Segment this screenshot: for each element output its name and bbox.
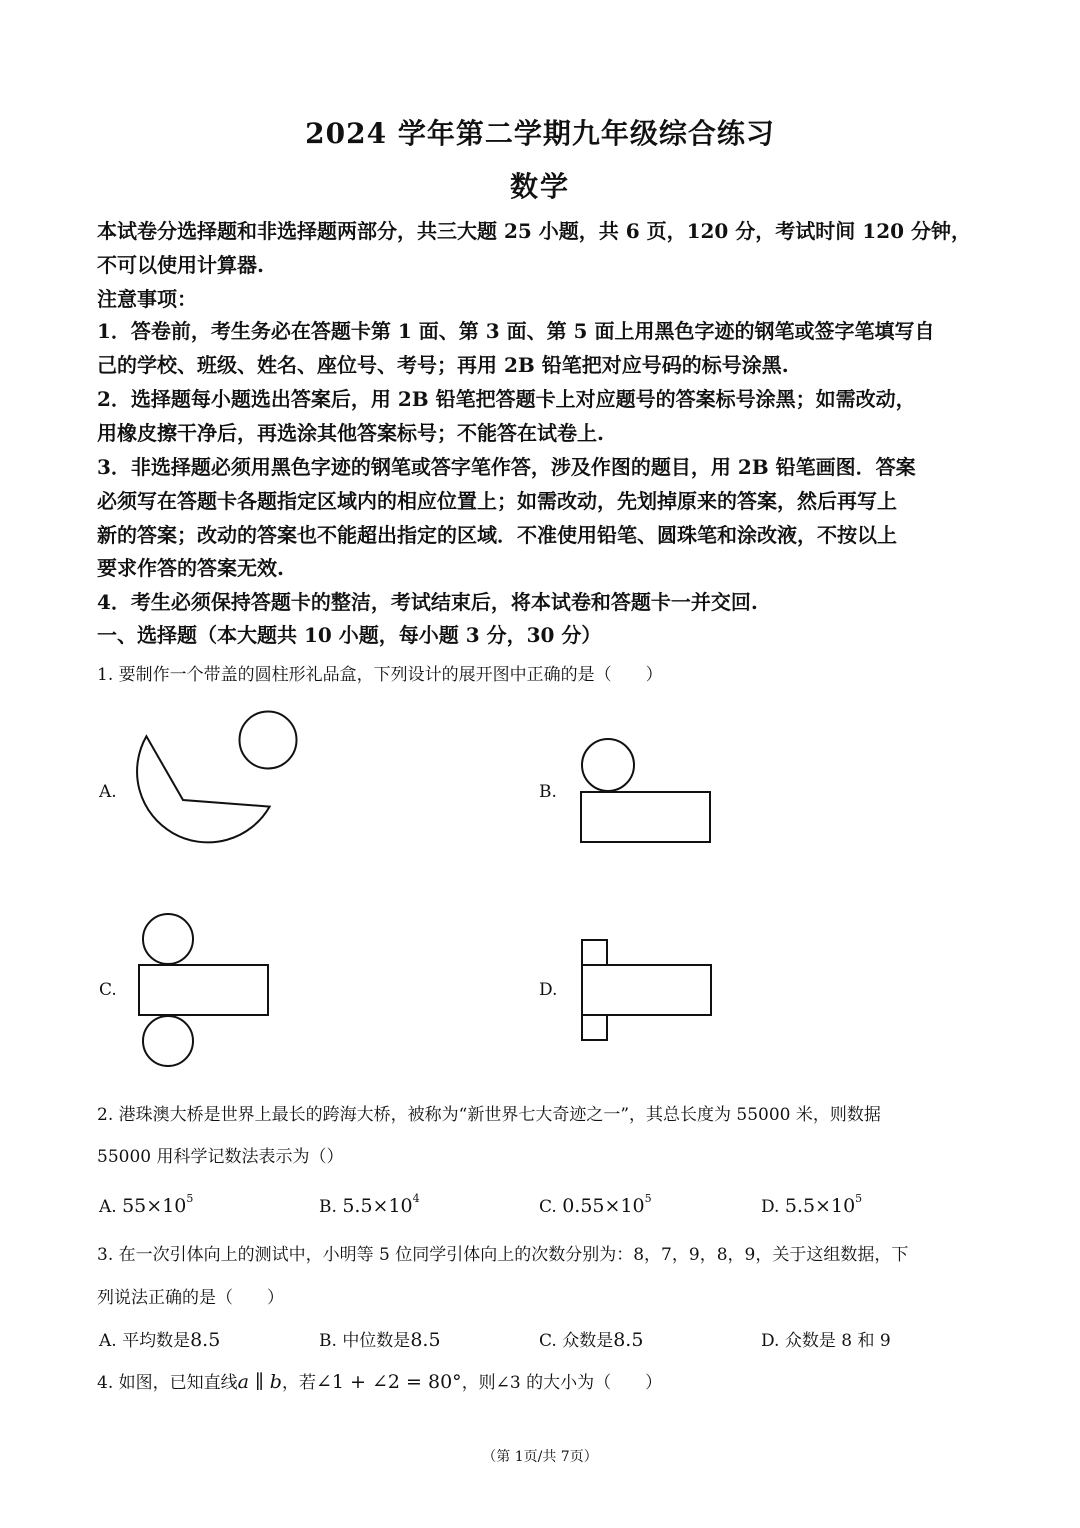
note-1-line-2: 己的学校、班级、姓名、座位号、考号；再用 2B 铅笔把对应号码的标号涂黑. [97,353,789,377]
q3-stem-line-1: 3. 在一次引体向上的测试中，小明等 5 位同学引体向上的次数分别为：8，7，9，8，9，关于这组数据，下 [97,1245,909,1265]
q4-stem-pre: 4. 如图，已知直线 [97,1373,238,1393]
q2-option-b-exp: 4 [412,1192,420,1205]
q1-figure-d [570,930,720,1050]
q1-option-d-label: D. [539,980,558,1000]
note-4-line-1: 4．考生必须保持答题卡的整洁，考试结束后，将本试卷和答题卡一并交回. [97,590,758,614]
q1-figure-a [130,700,310,880]
q2-option-c-base: 0.55×10 [562,1195,645,1217]
q2-option-c-label: C. [539,1197,557,1217]
q2-option-c-exp: 5 [644,1192,652,1205]
intro-line-1: 本试卷分选择题和非选择题两部分，共三大题 25 小题，共 6 页，120 分，考试时间 120 分钟， [97,219,971,243]
q2-option-d-value [784,1192,863,1217]
page-footer: （第 1页/共 7页） [482,1449,598,1465]
q2-option-d-base: 5.5×10 [784,1195,856,1217]
sector-shape [137,736,270,842]
rectangle-shape [582,965,711,1015]
q2-option-b [319,1192,420,1217]
q1-option-c-label: C. [99,980,117,1000]
q3-option-d-label: D. [761,1331,780,1351]
note-2-line-2: 用橡皮擦干净后，再选涂其他答案标号；不能答在试卷上. [97,421,604,445]
q2-stem-line-2: 55000 用科学记数法表示为（） [97,1147,344,1167]
q1-option-b-label: B. [539,782,557,802]
q1-figure-b [570,730,720,850]
note-3-line-1: 3．非选择题必须用黑色字迹的钢笔或答字笔作答，涉及作图的题目，用 2B 铅笔画图．答案 [97,455,916,479]
q3-option-b-label: B. [319,1331,337,1351]
q3-option-b [319,1326,441,1351]
note-1-line-1: 1．答卷前，考生务必在答题卡第 1 面、第 3 面、第 5 面上用黑色字迹的钢笔或签字笔填写自 [97,319,935,343]
note-3-line-2: 必须写在答题卡各题指定区域内的相应位置上；如需改动，先划掉原来的答案，然后再写上 [97,489,897,513]
subject-title: 数学 [509,170,570,203]
q3-option-a-label: A. [99,1331,117,1351]
circle-shape [582,739,634,791]
note-2-line-1: 2．选择题每小题选出答案后，用 2B 铅笔把答题卡上对应题号的答案标号涂黑；如需改动， [97,387,916,411]
q4-stem-post: ，则∠3 的大小为（ ） [461,1373,663,1393]
q3-option-a-value: 8.5 [190,1329,221,1351]
q2-option-a-label: A. [99,1197,117,1217]
q1-stem: 1. 要制作一个带盖的圆柱形礼品盒，下列设计的展开图中正确的是（ ） [97,665,663,685]
q4-math-parallel: a ∥ b [237,1371,282,1393]
q2-option-a-value [122,1192,194,1217]
q2-option-a [99,1192,193,1217]
note-3-line-3: 新的答案；改动的答案也不能超出指定的区域．不准使用铅笔、圆珠笔和涂改液，不按以上 [97,523,897,547]
q3-option-d [761,1326,891,1351]
q3-stem-line-2: 列说法正确的是（ ） [97,1288,284,1308]
note-3-line-4: 要求作答的答案无效. [97,556,284,580]
rectangle-shape [139,965,268,1015]
q1-option-a-label: A. [99,782,117,802]
q3-option-a-text: 平均数是 [122,1331,191,1351]
q4-stem [97,1368,662,1393]
q2-option-d-exp: 5 [855,1192,863,1205]
notes-title: 注意事项： [97,287,197,311]
q3-option-b-value: 8.5 [410,1329,441,1351]
q3-option-b-text: 中位数是 [342,1331,411,1351]
q2-option-a-exp: 5 [186,1192,194,1205]
rectangle-shape [581,792,710,842]
q4-stem-mid: ，若 [281,1373,316,1393]
q3-option-c-value: 8.5 [613,1329,644,1351]
q3-option-c [539,1326,643,1351]
q2-stem-line-1: 2. 港珠澳大桥是世界上最长的跨海大桥，被称为“新世界七大奇迹之一”，其总长度为 55000 米，则数据 [97,1105,881,1125]
q2-option-c-value [562,1192,652,1217]
circle-shape [240,712,297,769]
section-1-heading: 一、选择题（本大题共 10 小题，每小题 3 分，30 分） [97,623,602,647]
q2-option-b-value [342,1192,420,1217]
q2-option-c [539,1192,652,1217]
q2-option-a-base: 55×10 [122,1195,187,1217]
small-square-shape [582,940,607,965]
small-square-shape [582,1015,607,1040]
q3-option-c-label: C. [539,1331,557,1351]
circle-shape [143,914,193,964]
q2-option-d [761,1192,862,1217]
intro-line-2: 不可以使用计算器. [97,253,264,277]
q1-figure-c [130,905,280,1075]
q3-option-d-text: 众数是 8 和 9 [784,1331,891,1351]
circle-shape [143,1016,193,1066]
q3-option-a [99,1326,220,1351]
q2-option-b-label: B. [319,1197,337,1217]
q3-option-c-text: 众数是 [562,1331,614,1351]
q4-math-angles: ∠1 + ∠2 = 80° [315,1371,462,1393]
exam-title: 2024 学年第二学期九年级综合练习 [305,117,775,150]
q2-option-b-base: 5.5×10 [342,1195,413,1217]
q2-option-d-label: D. [761,1197,780,1217]
